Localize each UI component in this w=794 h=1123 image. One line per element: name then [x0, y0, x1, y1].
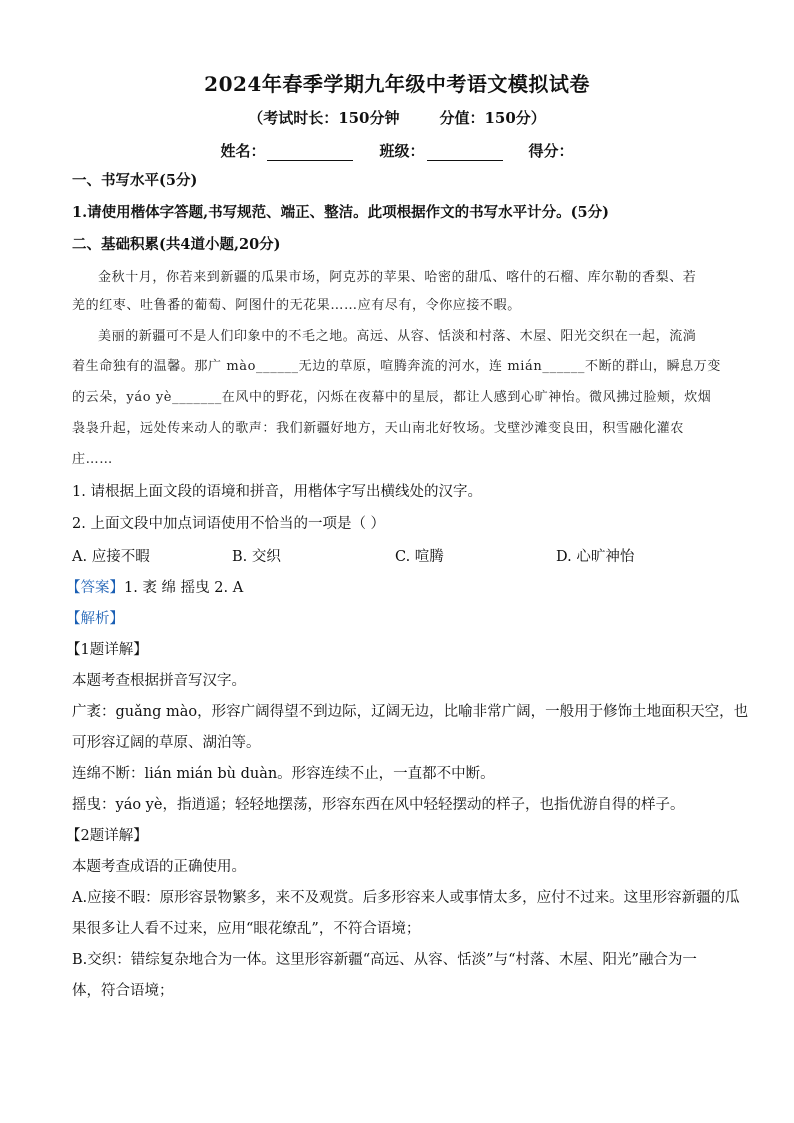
question-2: 2. 上面文段中加点词语使用不恰当的一项是（ ）: [72, 516, 386, 532]
option-c: C. 喧腾: [395, 549, 444, 565]
detail-line: 果很多让人看不过来，应用“眼花缭乱”，不符合语境；: [72, 921, 421, 937]
detail-2-tag: 【2题详解】: [66, 828, 148, 844]
detail-line: 本题考查成语的正确使用。: [72, 859, 246, 875]
passage-line: 的云朵，yáo yè_______在风中的野花，闪烁在夜幕中的星辰，都让人感到心旷神怡。微风拂过脸颊，炊烟: [72, 390, 712, 405]
answer-tag: 【答案】: [66, 580, 124, 596]
analysis-row: [66, 608, 718, 630]
analysis-tag: 【解析】: [66, 611, 124, 627]
detail-line: 体，符合语境；: [72, 983, 174, 999]
class-blank[interactable]: [427, 146, 503, 161]
option-a: A. 应接不暇: [72, 549, 150, 565]
option-d: D. 心旷神怡: [556, 549, 635, 565]
exam-title: 2024年春季学期九年级中考语文模拟试卷: [204, 72, 590, 96]
passage-line: 着生命独有的温馨。那广 mào______无边的草原，喧腾奔流的河水，连 mián______不断的群山，瞬息万变: [72, 359, 721, 374]
name-blank[interactable]: [267, 146, 353, 161]
detail-line: 摇曳：yáo yè，指逍遥；轻轻地摆荡，形容东西在风中轻轻摆动的样子，也指优游自得的样子。: [72, 797, 685, 813]
student-info-row: [0, 140, 794, 161]
passage-line: 庄……: [72, 452, 113, 467]
answer-text: 1. 袤 绵 摇曳 2. A: [124, 580, 244, 596]
detail-line: A.应接不暇：原形容景物繁多，来不及观赏。后多形容来人或事情太多，应付不过来。这里形容新疆的瓜: [72, 890, 740, 906]
detail-line: 可形容辽阔的草原、湖泊等。: [72, 735, 261, 751]
detail-1-tag: 【1题详解】: [66, 642, 148, 658]
section2-heading: 二、基础积累(共4道小题,20分): [72, 236, 281, 253]
exam-total-score: 分值：150分）: [439, 109, 546, 127]
question-1: 1. 请根据上面文段的语境和拼音，用楷体字写出横线处的汉字。: [72, 484, 482, 500]
detail-line: 连绵不断：lián mián bù duàn。形容连续不止，一直都不中断。: [72, 766, 495, 782]
passage-line: 金秋十月，你若来到新疆的瓜果市场，阿克苏的苹果、哈密的甜瓜、喀什的石榴、库尔勒的香梨、若: [98, 270, 697, 285]
option-b: B. 交织: [232, 549, 281, 565]
exam-info: [0, 107, 794, 128]
passage-line: 羌的红枣、吐鲁番的葡萄、阿图什的无花果……应有尽有，令你应接不暇。: [72, 298, 521, 313]
detail-line: 本题考查根据拼音写汉字。: [72, 673, 246, 689]
name-label: 姓名：: [220, 142, 266, 160]
detail-line: B.交织：错综复杂地合为一体。这里形容新疆“高远、从容、恬淡”与“村落、木屋、阳光”融合为一: [72, 952, 697, 968]
answer-row: [66, 577, 718, 599]
exam-duration: （考试时长：150分钟: [248, 109, 400, 127]
section1-question: 1.请使用楷体字答题,书写规范、端正、整洁。此项根据作文的书写水平计分。(5分): [72, 204, 609, 221]
section1-heading: 一、书写水平(5分): [72, 172, 198, 189]
class-label: 班级：: [379, 142, 425, 160]
detail-line: 广袤：guǎng mào，形容广阔得望不到边际，辽阔无边，比喻非常广阔，一般用于修饰土地面积天空，也: [72, 704, 749, 720]
passage-line: 美丽的新疆可不是人们印象中的不毛之地。高远、从容、恬淡和村落、木屋、阳光交织在一起，流淌: [98, 329, 697, 344]
passage-line: 袅袅升起，远处传来动人的歌声：我们新疆好地方，天山南北好牧场。戈壁沙滩变良田，积雪融化灌农: [72, 421, 685, 436]
score-label: 得分：: [528, 142, 574, 160]
